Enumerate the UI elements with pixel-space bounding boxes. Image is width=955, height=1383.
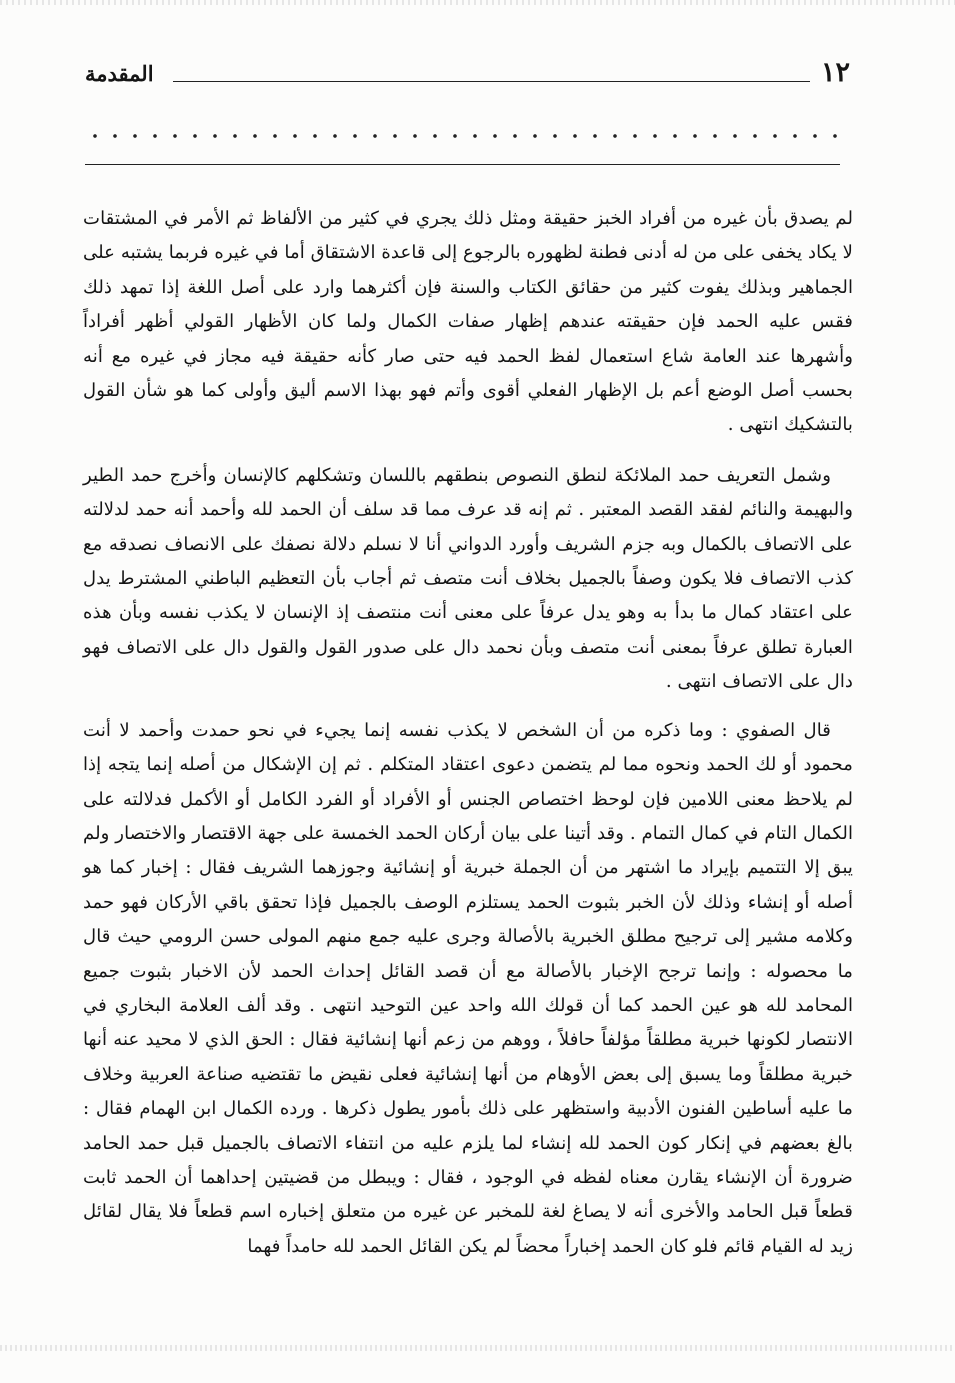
paragraph: وشمل التعريف حمد الملائكة لنطق النصوص بنطقهم باللسان وتشكلهم كالإنسان وأخرج حمد الطير والبهيمة والنائم لفقد القصد المعتبر . ثم إنه قد عرف مما قد سلف أن الحمد لله وأحمد أنه حمد لدلالته على الاتصاف بالكمال وبه جزم الشريف وأورد الدواني أنا لا نسلم دلالة نصفك على الانصاف نصدقه مع كذب الاتصاف فلا يكون وصفاً بالجميل بخلاف أنت متصف ثم أجاب بأن التعظيم الباطني المشترط يدل على اعتقاد كمال ما بدأ به وهو يدل عرفاً على معنى أنت منتصف إذ الإنسان لا يكذب نفسه وبأن هذه العبارة تطلق عرفاً بمعنى أنت متصف وبأن نحمد دال على صدور القول والقول دال على الاتصاف فهو دال على الاتصاف انتهى .	[83, 464, 853, 693]
body-text	[83, 202, 853, 1264]
page-number: ١٢	[820, 57, 850, 88]
header-rule	[173, 81, 810, 82]
dotted-separator	[85, 132, 840, 140]
page-header	[85, 55, 850, 95]
solid-separator	[85, 164, 840, 165]
running-title: المقدمة	[85, 61, 154, 86]
paragraph: قال الصفوي : وما ذكره من أن الشخص لا يكذب نفسه إنما يجيء في نحو حمدت وأحمد لا أنت محمود أو لك الحمد ونحوه مما لم يتضمن دعوى اعتقاد المتكلم . ثم إن الإشكال من أصله إنما يتجه إذا لم يلاحظ معنى اللامين فإن لوحظ اختصاص الجنس أو الأفراد أو الفرد الكامل أو الأكمل فدلالته على الكمال التام في كمال التمام . وقد أتينا على بيان أركان الحمد الخمسة على جهة الاقتصار والاختصار ولم يبق إلا التتميم بإيراد ما اشتهر من أن الجملة خبرية أو إنشائية وجوزهما الشريف فقال : إخبار كما هو أصله أو إنشاء وذلك لأن الخبر بثبوت الحمد يستلزم الوصف بالجميل فإذا تحقق باقي الأركان فهو حمد وكلامه مشير إلى ترجيح مطلق الخبرية بالأصالة وجرى عليه جمع منهم المولى حسن الرومي حيث قال ما محصوله : وإنما ترجح الإخبار بالأصالة مع أن قصد القائل إحداث الحمد لأن الاخبار بثبوت جميع المحامد لله هو عين الحمد كما أن قولك الله واحد عين التوحيد انتهى . وقد ألف العلامة البخاري في الانتصار لكونها خبرية مطلقاً مؤلفاً حافلاً ، ووهم من زعم أنها إنشائية فقال : الحق الذي لا محيد عنه أنها خبرية مطلقاً وما يسبق إلى بعض الأوهام من أنها إنشائية فعلى نقيض ما تقتضيه صناعة العربية وخلاف ما عليه أساطين الفنون الأدبية واستظهر على ذلك بأمور يطول ذكرها . ورده الكمال ابن الهمام فقال : بالغ بعضهم في إنكار كون الحمد لله إنشاء لما يلزم عليه من انتفاء الاتصاف بالجميل قبل حمد الحامد ضرورة أن الإنشاء يقارن معناه لفظه في الوجود ، فقال : ويبطل من قضيتين إحداهما أن الحمد ثابت قطعاً قبل الحامد والأخرى أنه لا يصاغ لغة للمخبر عن غيره من متعلق إخباره اسم قطعاً فلا يقال لقائل زيد له القيام قائم فلو كان الحمد إخباراً محضاً لم يكن القائل الحمد لله حامداً فهما	[83, 719, 853, 1257]
scan-edge-bottom	[0, 1345, 955, 1351]
scan-edge-top	[0, 0, 955, 5]
paragraph: لم يصدق بأن غيره من أفراد الخبز حقيقة ومثل ذلك يجري في كثير من الألفاظ ثم الأمر في المشتقات لا يكاد يخفى على من له أدنى فطنة لظهوره بالرجوع إلى قاعدة الاشتقاق أما في غيره فربما يشتبه على الجماهير وبذلك يفوت كثير من حقائق الكتاب والسنة فإن أكثرهما وارد على أصل اللغة إذا تمهد ذلك فقس عليه الحمد فإن حقيقته عندهم إظهار صفات الكمال ولما كان الأظهار القولي أظهر أفراداً وأشهرها عند العامة شاع استعمال لفظ الحمد فيه حتى صار كأنه حقيقة فيه مجاز في غيره مع أنه بحسب أصل الوضع أعم بل الإظهار الفعلي أقوى وأتم فهو بهذا الاسم أليق وأولى كما هو شأن القول بالتشكيك انتهى .	[83, 208, 853, 436]
